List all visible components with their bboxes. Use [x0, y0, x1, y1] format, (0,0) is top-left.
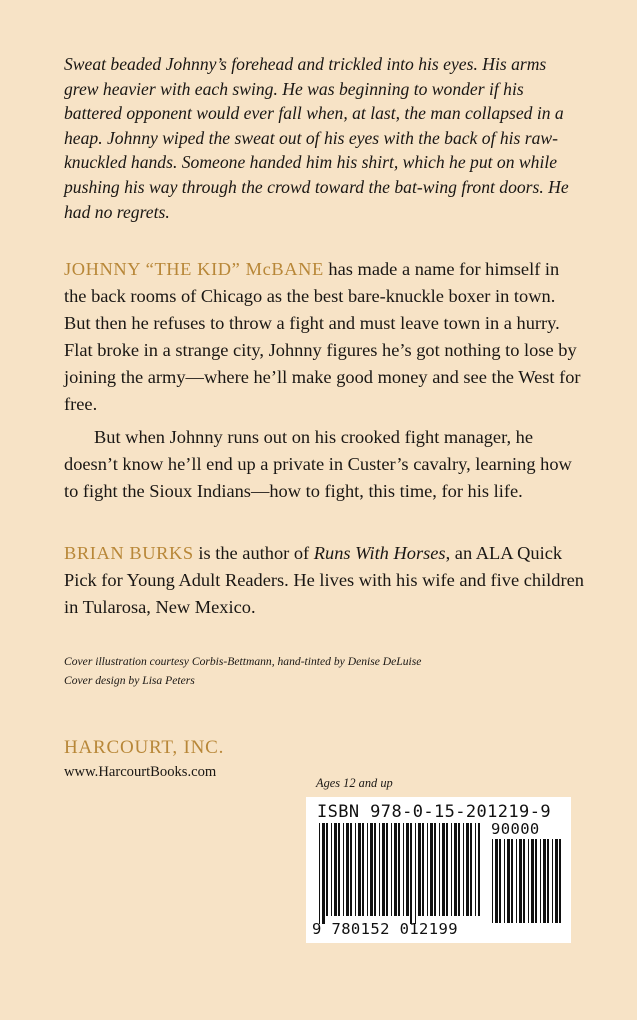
barcode-bar	[511, 839, 513, 923]
barcode-bar	[442, 823, 445, 916]
blurb-paragraph-2: But when Johnny runs out on his crooked fight manager, he doesn’t know he’ll end up a private in Custer’s cavalry, learning how to fight the Sioux Indians—how to fight, this time, for his life.	[64, 427, 572, 501]
barcode-bar	[355, 823, 356, 916]
barcode-bar	[382, 823, 385, 916]
barcode-bar	[326, 823, 328, 916]
barcode-bar	[492, 839, 493, 923]
barcode-bar	[370, 823, 373, 916]
barcode-bar	[319, 823, 320, 924]
barcode-bar	[350, 823, 352, 916]
barcode-bar	[398, 823, 400, 916]
barcode-bar	[379, 823, 380, 916]
design-credit: Cover design by Lisa Peters	[64, 673, 195, 687]
ean-number: 9 780152 012199	[312, 920, 458, 938]
barcode-bar	[475, 823, 476, 916]
barcode-bar	[394, 823, 397, 916]
barcode-bar	[495, 839, 498, 923]
cover-credits	[64, 653, 584, 690]
barcode-bar	[543, 839, 546, 923]
price-code: 90000	[491, 820, 540, 838]
barcode-bar	[499, 839, 501, 923]
barcode-bar	[362, 823, 364, 916]
barcode-bar	[516, 839, 517, 923]
barcode-bar	[406, 823, 409, 916]
barcode-bar	[458, 823, 460, 916]
barcode-bar	[466, 823, 469, 916]
barcode-bar	[403, 823, 404, 916]
author-bio	[64, 540, 584, 621]
barcode-bar	[415, 823, 416, 924]
barcode-bar	[451, 823, 452, 916]
barcode-bar	[478, 823, 480, 916]
barcode-bar	[559, 839, 561, 923]
barcode-bar	[519, 839, 522, 923]
barcode-bar	[418, 823, 421, 916]
author-bio-text-1: is the author of	[193, 543, 314, 563]
barcode-bar	[434, 823, 436, 916]
barcode-bar	[427, 823, 428, 916]
barcode-bar	[374, 823, 376, 916]
ean-barcode-bars	[319, 823, 480, 924]
back-cover-excerpt: Sweat beaded Johnny’s forehead and trickled into his eyes. His arms grew heavier with each swing. He was beginning to wonder if his battered opponent would ever fall when, at last, the man collapsed in a heap. Johnny wiped the sweat out of his eyes with the back of his raw-knuckled hands. Someone handed him his shirt, which he put on while pushing his way through the crowd toward the bat-wing front doors. He had no regrets.	[64, 54, 569, 222]
author-book-title: Runs With Horses	[313, 543, 446, 563]
publisher-name: HARCOURT, INC.	[64, 737, 225, 758]
blurb-paragraph-1-text: has made a name for himself in the back rooms of Chicago as the best bare-knuckle boxer in town. But then he refuses to throw a fight and must leave town in a hurry. Flat broke in a strange city, Johnny figures he’s got nothing to lose by joining the army—where he’ll make good money and see the West for free.	[64, 259, 581, 414]
barcode-bar	[552, 839, 553, 923]
isbn-barcode-panel	[306, 797, 571, 943]
blurb-lead-name: JOHNNY “THE KID” McBANE	[64, 259, 324, 279]
barcode-bar	[470, 823, 472, 916]
barcode-bar	[523, 839, 525, 923]
barcode-bar	[528, 839, 529, 923]
barcode-bar	[386, 823, 388, 916]
barcode-bar	[338, 823, 340, 916]
price-barcode-bars	[492, 839, 561, 923]
author-name: BRIAN BURKS	[64, 543, 194, 563]
barcode-bar	[463, 823, 464, 916]
barcode-bar	[430, 823, 433, 916]
barcode-bar	[331, 823, 332, 916]
isbn-label: ISBN 978-0-15-201219-9	[317, 802, 551, 822]
barcode-bar	[346, 823, 349, 916]
barcode-bar	[391, 823, 392, 916]
barcode-bar	[422, 823, 424, 916]
illustration-credit: Cover illustration courtesy Corbis-Bettmann, hand-tinted by Denise DeLuise	[64, 655, 422, 668]
barcode-bar	[446, 823, 448, 916]
author-bio-text-2: , an ALA Quick Pick for Young Adult Readers. He lives with his wife and five children in Tularosa, New Mexico.	[64, 543, 584, 617]
barcode-bar	[504, 839, 505, 923]
age-range: Ages 12 and up	[316, 776, 393, 790]
blurb-paragraph-1	[64, 256, 584, 418]
publisher-website: www.HarcourtBooks.com	[64, 764, 217, 780]
barcode-bar	[555, 839, 558, 923]
barcode-bar	[439, 823, 440, 916]
book-blurb	[64, 256, 584, 505]
barcode-bar	[507, 839, 510, 923]
barcode-bar	[322, 823, 325, 924]
barcode-bar	[334, 823, 337, 916]
barcode-bar	[540, 839, 541, 923]
barcode-bar	[531, 839, 534, 923]
barcode-bar	[358, 823, 361, 916]
barcode-bar	[410, 823, 412, 924]
barcode-bar	[535, 839, 537, 923]
barcode-bar	[343, 823, 344, 916]
barcode-bar	[454, 823, 457, 916]
barcode-bar	[547, 839, 549, 923]
barcode-bar	[367, 823, 368, 916]
